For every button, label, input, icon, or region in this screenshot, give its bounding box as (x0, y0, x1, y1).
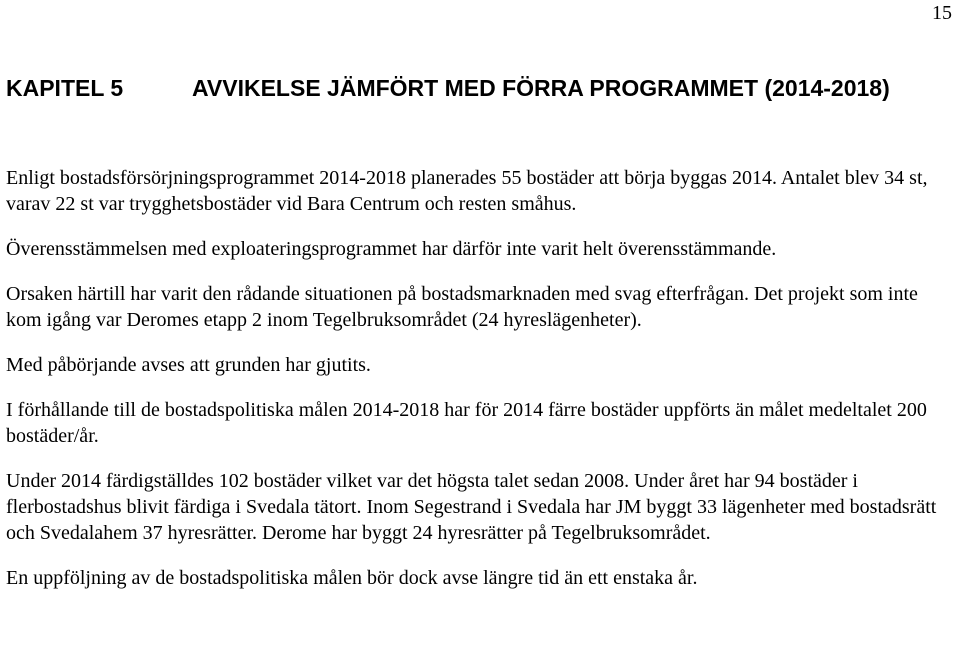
page-number: 15 (932, 2, 952, 24)
paragraph-goals: I förhållande till de bostadspolitiska målen 2014-2018 har för 2014 färre bostäder uppförts än målet medeltalet 200 bostäder/år. (6, 399, 927, 447)
paragraph-definition: Med påbörjande avses att grunden har gjutits. (6, 354, 371, 376)
paragraph-agreement: Överensstämmelsen med exploateringsprogrammet har därför inte varit helt överensstämmande. (6, 238, 777, 260)
paragraph-plan: Enligt bostadsförsörjningsprogrammet 2014-2018 planerades 55 bostäder att börja byggas 2014. Antalet blev 34 st, varav 22 st var trygghetsbostäder vid Bara Centrum och resten småhus. (6, 167, 928, 215)
body-text (6, 165, 956, 610)
chapter-label: KAPITEL 5 (6, 75, 124, 101)
paragraph-reason: Orsaken härtill har varit den rådande situationen på bostadsmarknaden med svag efterfrågan. Det projekt som inte kom igång var Deromes etapp 2 inom Tegelbruksområdet (24 hyreslägenheter). (6, 283, 918, 331)
paragraph-completed: Under 2014 färdigställdes 102 bostäder vilket var det högsta talet sedan 2008. Under året har 94 bostäder i flerbostadshus blivit färdiga i Svedala tätort. Inom Segestrand i Svedala har JM byggt 33 lägenheter med bostadsrätt och Svedalahem 37 hyresrätter. Derome har byggt 24 hyresrätter på Tegelbruksområdet. (6, 470, 937, 544)
chapter-title: AVVIKELSE JÄMFÖRT MED FÖRRA PROGRAMMET (2014-2018) (192, 75, 890, 101)
paragraph-followup: En uppföljning av de bostadspolitiska målen bör dock avse längre tid än ett enstaka år. (6, 567, 698, 589)
